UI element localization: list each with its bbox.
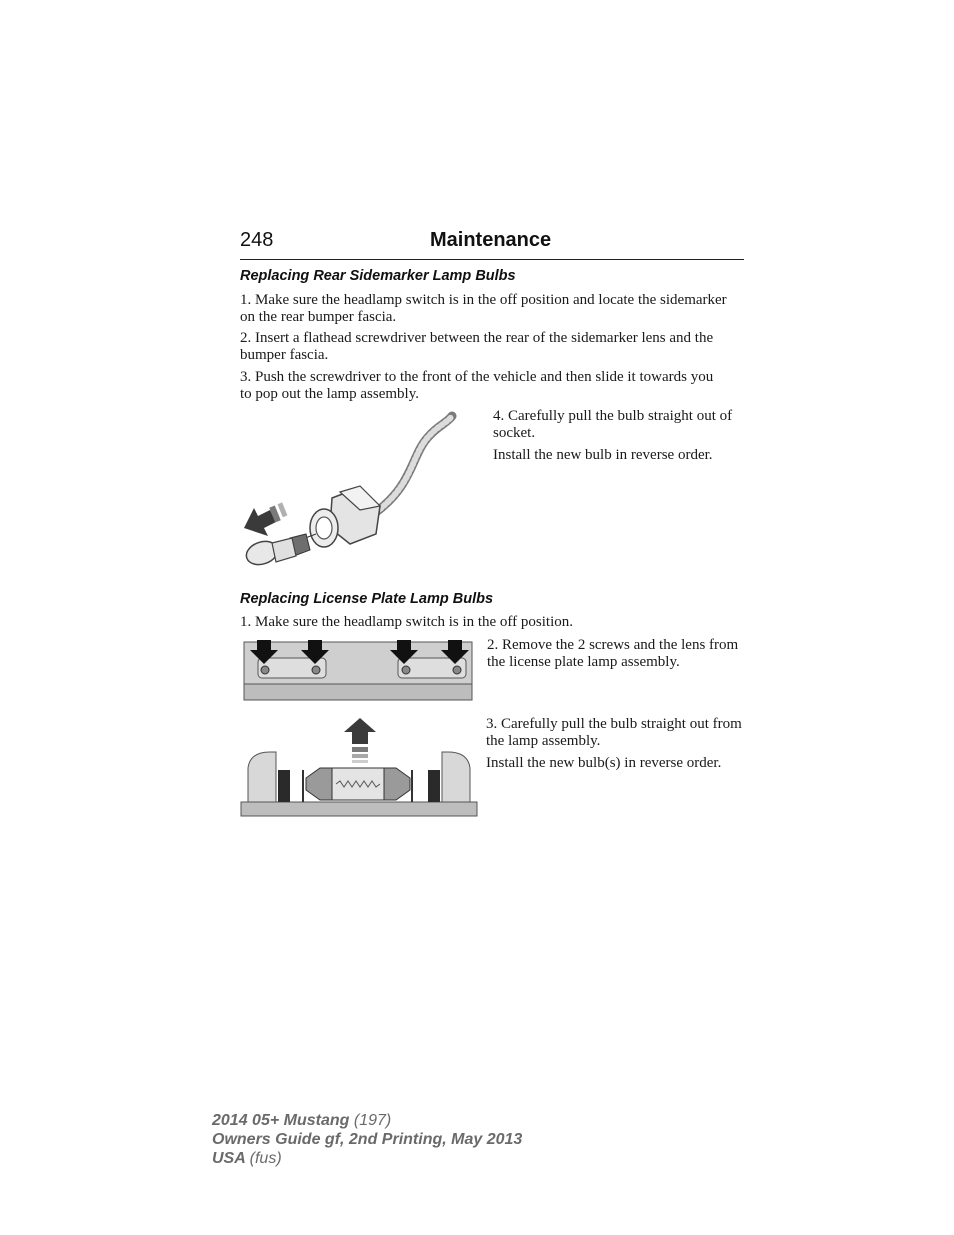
- footer-line-1: [212, 1112, 391, 1130]
- license-step-3: 3. Carefully pull the bulb straight out from the lamp assembly.: [486, 716, 742, 749]
- license-step-2: 2. Remove the 2 screws and the lens from the license plate lamp assembly.: [487, 637, 739, 670]
- sidemarker-step-2: 2. Insert a flathead screwdriver between the rear of the sidemarker lens and the bumper fascia.: [240, 330, 714, 363]
- license-lamp-screws-figure: [240, 636, 475, 702]
- footer-line-2: [212, 1131, 522, 1149]
- footer-edition: Owners Guide gf, 2nd Printing, May 2013: [212, 1131, 523, 1148]
- footer-line-3: [212, 1150, 282, 1168]
- sidemarker-step-3: 3. Push the screwdriver to the front of the vehicle and then slide it towards you to pop out the lamp assembly.: [240, 369, 714, 402]
- sidemarker-bulb-figure: [240, 410, 490, 575]
- license-bulb-removal-figure: [240, 716, 480, 820]
- section-heading-license-plate: Replacing License Plate Lamp Bulbs: [240, 591, 494, 607]
- section-heading-sidemarker: Replacing Rear Sidemarker Lamp Bulbs: [240, 268, 516, 284]
- page-title: Maintenance: [430, 229, 552, 251]
- page-header: [240, 229, 744, 260]
- sidemarker-step-install: Install the new bulb in reverse order.: [493, 447, 713, 463]
- license-step-1: 1. Make sure the headlamp switch is in the off position.: [240, 614, 573, 630]
- sidemarker-step-1: 1. Make sure the headlamp switch is in the off position and locate the sidemarker on the rear bumper fascia.: [240, 292, 727, 325]
- page-number: 248: [240, 229, 274, 251]
- license-step-install: Install the new bulb(s) in reverse order.: [486, 755, 722, 771]
- footer-model-code: (197): [353, 1112, 392, 1129]
- footer-market-code: (fus): [249, 1150, 282, 1167]
- footer-market: USA: [212, 1150, 246, 1167]
- sidemarker-step-4: 4. Carefully pull the bulb straight out of socket.: [493, 408, 733, 441]
- footer-model: 2014 05+ Mustang: [212, 1112, 350, 1129]
